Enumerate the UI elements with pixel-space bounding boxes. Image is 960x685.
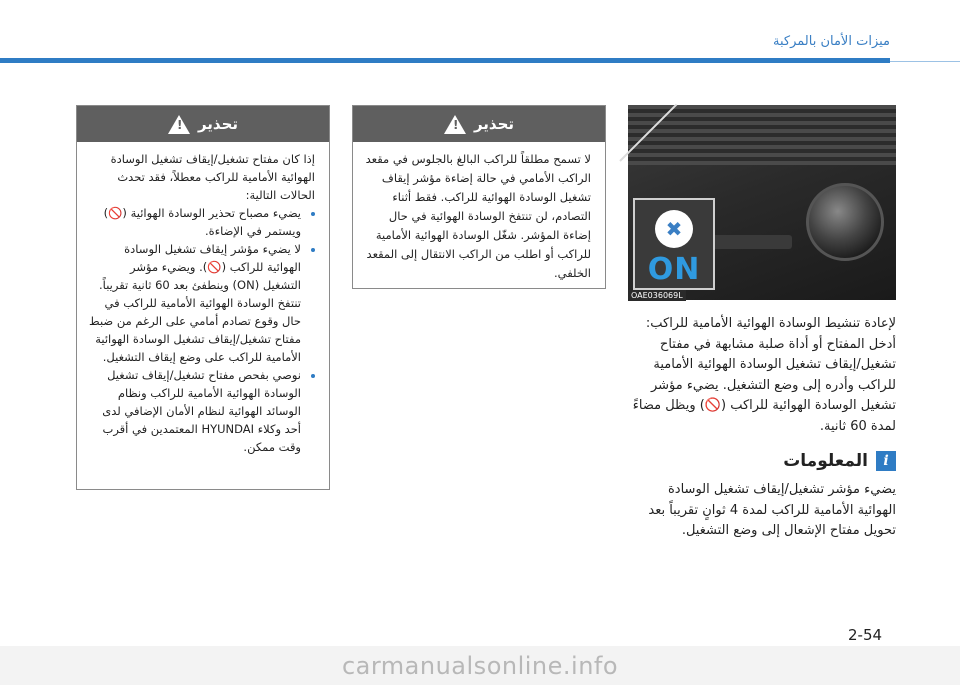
warning-body: [353, 142, 605, 293]
header-rule: [0, 58, 890, 63]
header-rule-thin: [890, 61, 960, 62]
indicator-inset: [633, 198, 715, 290]
warning-title: تحذير: [197, 115, 239, 133]
page-number: 2-54: [848, 626, 883, 644]
warning-box-right: [352, 105, 606, 289]
warning-text: لا تسمح مطلقاً للراكب البالغ بالجلوس في مقعد الراكب الأمامي في حالة إضاءة مؤشر إيقاف تشغيل الوسادة الهوائية للراكب. فقط أثناء التصادم، لن تنتفخ الوسادة الهوائية في حال إضاءة المؤشر. شغّل الوسادة الهوائية الأمامية للراكب أو اطلب من الراكب الانتقال إلى المقعد الخلفي.: [365, 152, 591, 280]
airbag-passenger-icon: ✖: [655, 210, 693, 248]
warning-triangle-icon: !: [168, 115, 190, 134]
reactivation-text: لإعادة تنشيط الوسادة الهوائية الأمامية للراكب: أدخل المفتاح أو أداة صلبة مشابهة في مفتاح تشغيل/إيقاف تشغيل الوسادة الهوائية الأمامية للراكب وأدره إلى وضع التشغيل. يضيء مؤشر تشغيل الوسادة الهوائية للراكب (🚫) ويظل مضاءً لمدة 60 ثانية.: [632, 316, 896, 434]
warning-intro: إذا كان مفتاح تشغيل/إيقاف تشغيل الوسادة الهوائية الأمامية للراكب معطلاً، فقد تحدث الحالات التالية:: [110, 152, 315, 202]
warning-list: [89, 204, 315, 456]
warning-body: [77, 142, 329, 466]
warning-box-left: [76, 105, 330, 490]
warning-title: تحذير: [473, 115, 515, 133]
warning-header: [77, 106, 329, 142]
warning-bullet: • لا يضيء مؤشر إيقاف تشغيل الوسادة الهوائية للراكب (🚫). ويضيء مؤشر التشغيل (ON) وينطفئ بعد 60 ثانية تقريباً. تنتفخ الوسادة الهوائية الأمامية للراكب في حال وقوع تصادم أمامي على الرغم من ضبط مفتاح تشغيل/إيقاف تشغيل الوسادة الهوائية الأمامية للراكب على وضع إيقاف التشغيل.: [89, 240, 301, 366]
warning-bullet: • يضيء مصباح تحذير الوسادة الهوائية (🚫) ويستمر في الإضاءة.: [89, 204, 301, 240]
photo-code: OAE036069L: [628, 290, 686, 301]
indicator-on-label: ON: [647, 252, 701, 287]
info-icon: i: [876, 451, 896, 471]
control-knob: [806, 183, 884, 261]
section-title: ميزات الأمان بالمركبة: [773, 34, 890, 49]
warning-header: [353, 106, 605, 142]
note-text: يضيء مؤشر تشغيل/إيقاف تشغيل الوسادة الهوائية الأمامية للراكب لمدة 4 ثوانٍ تقريباً بعد تحويل مفتاح الإشعال إلى وضع التشغيل.: [648, 482, 896, 538]
warning-triangle-icon: !: [444, 115, 466, 134]
watermark: carmanualsonline.info: [0, 646, 960, 685]
note-header: [628, 451, 896, 471]
warning-bullet: • نوصي بفحص مفتاح تشغيل/إيقاف تشغيل الوسادة الهوائية الأمامية للراكب ونظام الوسائد الهوائية لنظام الأمان الإضافي لدى أحد وكلاء HYUNDAI المعتمدين في أقرب وقت ممكن.: [89, 366, 301, 456]
note-title: المعلومات: [783, 451, 868, 471]
